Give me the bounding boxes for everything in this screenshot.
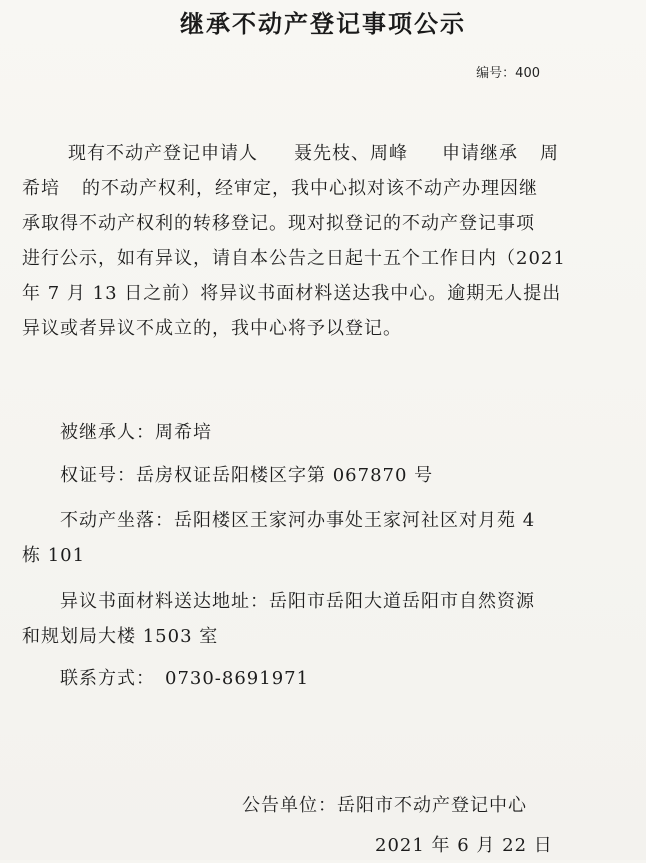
body-line-1 bbox=[68, 136, 559, 171]
issuer-value: 岳阳市不动产登记中心 bbox=[337, 795, 527, 816]
address-row-1 bbox=[60, 584, 535, 619]
body-line-2 bbox=[22, 171, 538, 206]
address-label: 异议书面材料送达地址： bbox=[60, 591, 269, 612]
issuer-row bbox=[242, 788, 527, 823]
location-row-2: 栋 101 bbox=[22, 545, 86, 566]
serial-number: 编号：400 bbox=[476, 66, 540, 81]
certificate-label: 权证号： bbox=[60, 465, 136, 486]
body-text: 希培 bbox=[22, 178, 60, 199]
contact-value: 0730-8691971 bbox=[165, 668, 310, 689]
body-text: 现有不动产登记申请人 bbox=[68, 143, 258, 164]
body-line-4: 进行公示，如有异议，请自本公告之日起十五个工作日内（2021 bbox=[22, 248, 566, 269]
body-text: 的不动产权利，经审定，我中心拟对该不动产办理因继 bbox=[82, 178, 538, 199]
certificate-row bbox=[60, 458, 433, 493]
heir-value: 周希培 bbox=[155, 422, 212, 443]
location-value: 岳阳楼区王家河办事处王家河社区对月苑 4 bbox=[174, 510, 536, 531]
heir-label: 被继承人： bbox=[60, 422, 155, 443]
issue-date: 2021 年 6 月 22 日 bbox=[375, 835, 553, 856]
location-row-1 bbox=[60, 503, 535, 538]
body-line-6: 异议或者异议不成立的，我中心将予以登记。 bbox=[22, 318, 402, 339]
heir-row bbox=[60, 415, 212, 450]
document-title: 继承不动产登记事项公示 bbox=[180, 10, 466, 38]
body-line-3: 承取得不动产权利的转移登记。现对拟登记的不动产登记事项 bbox=[22, 213, 535, 234]
body-text: 申请继承 bbox=[442, 143, 518, 164]
issuer-label: 公告单位： bbox=[242, 795, 337, 816]
certificate-value: 岳房权证岳阳楼区字第 067870 号 bbox=[136, 465, 434, 486]
body-line-5: 年 7 月 13 日之前）将异议书面材料送达我中心。逾期无人提出 bbox=[22, 283, 562, 304]
address-value: 岳阳市岳阳大道岳阳市自然资源 bbox=[269, 591, 535, 612]
body-text: 周 bbox=[540, 143, 559, 164]
address-row-2: 和规划局大楼 1503 室 bbox=[22, 626, 219, 647]
contact-label: 联系方式： bbox=[60, 668, 155, 689]
location-label: 不动产坐落： bbox=[60, 510, 174, 531]
applicant-names: 聂先枝、周峰 bbox=[294, 143, 408, 164]
contact-row bbox=[60, 661, 309, 696]
